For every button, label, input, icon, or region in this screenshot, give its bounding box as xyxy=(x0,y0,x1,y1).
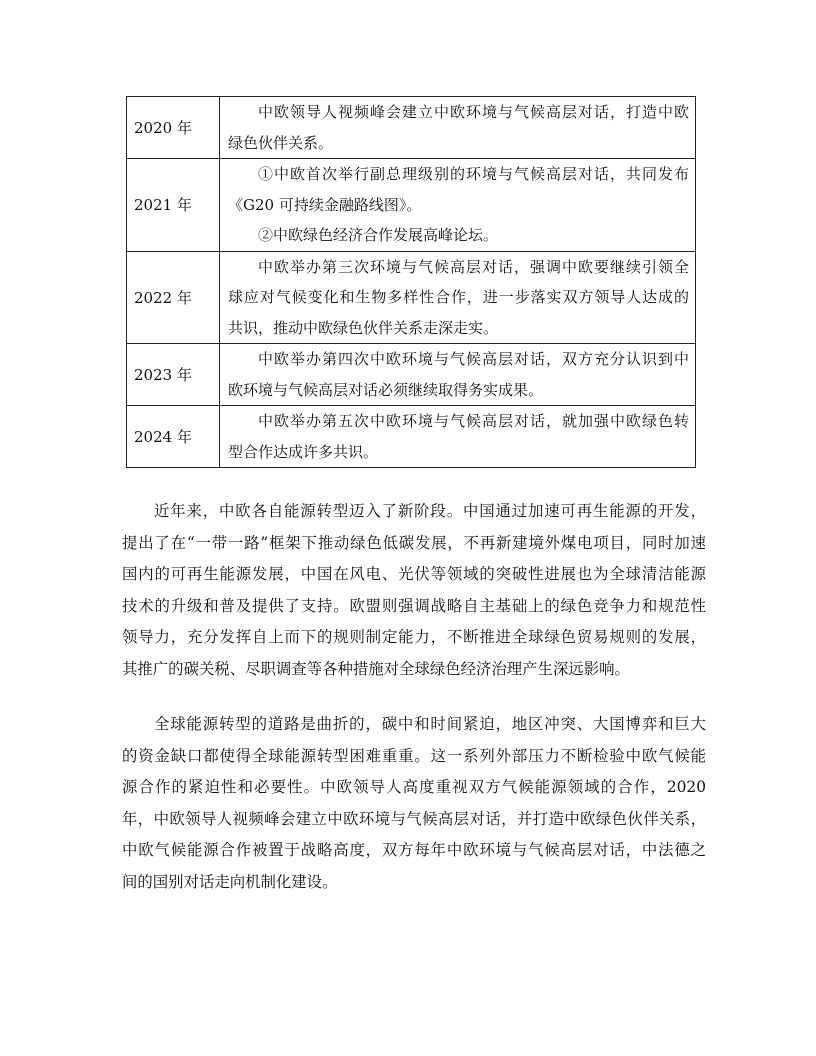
event-cell xyxy=(220,406,696,468)
year-cell: 2021 年 xyxy=(127,159,220,252)
table-row xyxy=(127,251,696,344)
table-row xyxy=(127,159,696,252)
paragraph-line: 提出了在“一带一路”框架下推动绿色低碳发展，不再新建境外煤电项目，同时加速 xyxy=(122,533,706,552)
event-line: 欧环境与气候高层对话必须继续取得务实成果。 xyxy=(228,380,544,399)
event-line: 共识，推动中欧绿色伙伴关系走深走实。 xyxy=(228,318,499,337)
event-line: 球应对气候变化和生物多样性合作，进一步落实双方领导人达成的 xyxy=(228,288,689,306)
event-line: 型合作达成许多共识。 xyxy=(228,442,379,461)
paragraph-line: 领导力，充分发挥自上而下的规则制定能力，不断推进全球绿色贸易规则的发展， xyxy=(122,628,706,646)
event-line: ①中欧首次举行副总理级别的环境与气候高层对话，共同发布 xyxy=(258,165,689,183)
paragraph-line: 源合作的紧迫性和必要性。中欧领导人高度重视双方气候能源领域的合作，2020 xyxy=(122,778,706,796)
paragraph-line: 国内的可再生能源发展，中国在风电、光伏等领域的突破性进展也为全球清洁能源 xyxy=(122,565,706,583)
year-cell: 2020 年 xyxy=(127,97,220,159)
event-cell xyxy=(220,344,696,406)
paragraph-line: 其推广的碳关税、尽职调查等各种措施对全球绿色经济治理产生深远影响。 xyxy=(122,659,630,678)
paragraph-line: 年，中欧领导人视频峰会建立中欧环境与气候高层对话，并打造中欧绿色伙伴关系， xyxy=(122,809,706,828)
body-paragraph xyxy=(122,496,706,685)
event-line: 中欧举办第五次中欧环境与气候高层对话，就加强中欧绿色转 xyxy=(258,412,689,430)
event-line: ②中欧绿色经济合作发展高峰论坛。 xyxy=(258,226,499,244)
paragraph-line: 近年来，中欧各自能源转型迈入了新阶段。中国通过加速可再生能源的开发， xyxy=(154,502,706,520)
event-line: 《G20 可持续金融路线图》。 xyxy=(228,195,422,214)
year-cell: 2022 年 xyxy=(127,251,220,344)
table-row xyxy=(127,406,696,468)
event-line: 中欧举办第四次中欧环境与气候高层对话，双方充分认识到中 xyxy=(258,350,689,368)
body-paragraph xyxy=(122,709,706,898)
timeline-table xyxy=(126,96,696,468)
event-cell xyxy=(220,159,696,252)
event-line: 中欧领导人视频峰会建立中欧环境与气候高层对话，打造中欧 xyxy=(258,103,689,121)
event-cell xyxy=(220,97,696,159)
paragraph-line: 的资金缺口都使得全球能源转型困难重重。这一系列外部压力不断检验中欧气候能 xyxy=(122,746,706,765)
event-line: 绿色伙伴关系。 xyxy=(228,133,334,152)
paragraph-line: 全球能源转型的道路是曲折的，碳中和时间紧迫，地区冲突、大国博弈和巨大 xyxy=(154,715,706,733)
table-row xyxy=(127,97,696,159)
event-line: 中欧举办第三次环境与气候高层对话，强调中欧要继续引领全 xyxy=(258,257,689,276)
year-cell: 2023 年 xyxy=(127,344,220,406)
paragraph-line: 间的国别对话走向机制化建设。 xyxy=(122,872,338,891)
table-row xyxy=(127,344,696,406)
paragraph-line: 中欧气候能源合作被置于战略高度，双方每年中欧环境与气候高层对话，中法德之 xyxy=(122,841,706,859)
paragraph-line: 技术的升级和普及提供了支持。欧盟则强调战略自主基础上的绿色竞争力和规范性 xyxy=(122,596,706,615)
year-cell: 2024 年 xyxy=(127,406,220,468)
event-cell xyxy=(220,251,696,344)
